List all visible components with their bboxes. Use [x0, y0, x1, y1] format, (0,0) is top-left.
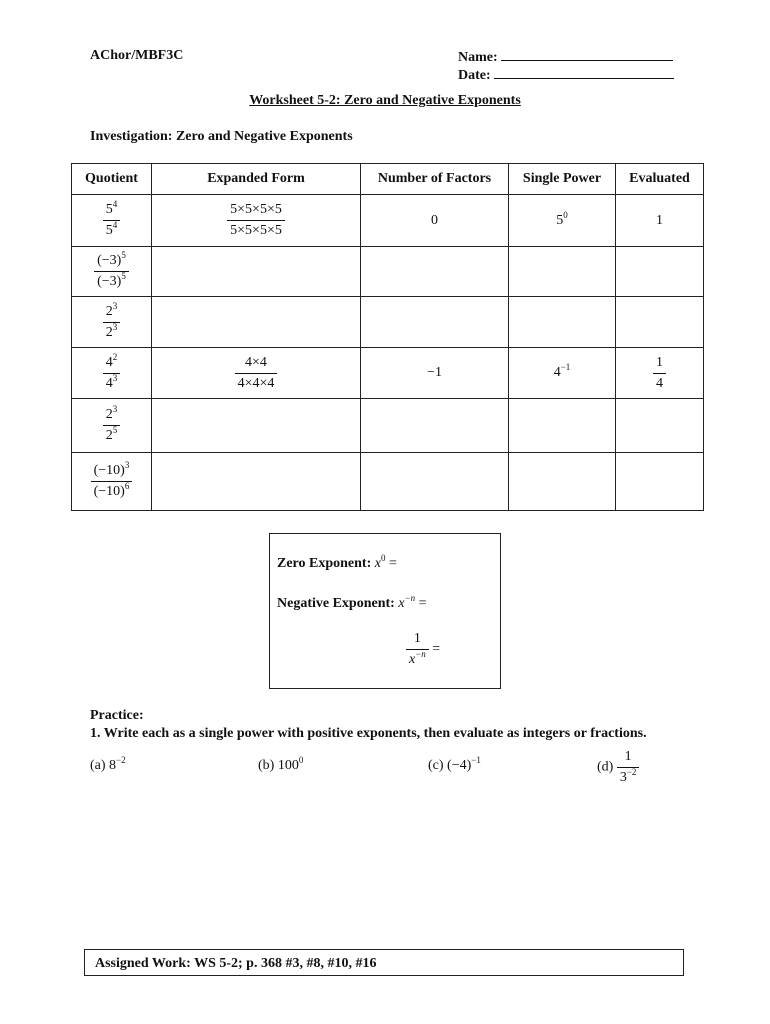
table-row [72, 348, 704, 399]
name-field [458, 48, 673, 66]
quotient-cell: $\frac{2^3}{2^5}$ [72, 399, 152, 453]
expanded-form-cell [152, 453, 361, 511]
quotient-cell: $\frac{(-10)^3}{(-10)^6}$ [72, 453, 152, 511]
reciprocal-fraction [406, 630, 429, 669]
quotient-cell: $\frac{(-3)^5}{(-3)^5}$ [72, 247, 152, 297]
number-of-factors-cell [361, 453, 509, 511]
number-of-factors-cell [361, 297, 509, 348]
worksheet-title-text: Worksheet 5-2: Zero and Negative Exponents [249, 93, 521, 108]
negative-exponent-label: Negative Exponent: [277, 596, 395, 611]
date-field [458, 66, 674, 84]
number-of-factors-cell: 0 [361, 195, 509, 247]
quotient-cell: $\frac{5^4}{5^4}$ [72, 195, 152, 247]
single-power-cell [509, 247, 616, 297]
number-of-factors-cell [361, 399, 509, 453]
single-power-cell [509, 453, 616, 511]
evaluated-cell [616, 399, 704, 453]
date-blank [494, 66, 674, 79]
evaluated-cell [616, 297, 704, 348]
reciprocal-denominator: $x^{-n}$ [409, 649, 426, 667]
zero-exponent-label: Zero Exponent: [277, 556, 372, 571]
zero-exp: 0 [380, 553, 386, 563]
part-d: (d) $\frac{1}{3^{-2}}$ [597, 748, 639, 787]
quotient-cell: $\frac{2^3}{2^3}$ [72, 297, 152, 348]
investigation-label: Investigation: Zero and Negative Exponents [90, 129, 353, 144]
header-single-power: Single Power [509, 164, 616, 195]
single-power-cell: $4^{-1}$ [509, 348, 616, 399]
reciprocal-equals: = [432, 641, 441, 657]
number-of-factors-cell: −1 [361, 348, 509, 399]
header-quotient: Quotient [72, 164, 152, 195]
evaluated-cell: 1 [616, 195, 704, 247]
header-evaluated: Evaluated [616, 164, 704, 195]
table-row [72, 297, 704, 348]
neg-exp: −n [404, 593, 416, 603]
assigned-work-box: Assigned Work: WS 5-2; p. 368 #3, #8, #10, #16 [84, 949, 684, 976]
negative-exponent-rule [277, 593, 427, 612]
reciprocal-rule [406, 630, 440, 669]
question-1: 1. Write each as a single power with positive exponents, then evaluate as integers or fractions. [90, 726, 647, 741]
expanded-form-cell [152, 297, 361, 348]
neg-base: x [398, 596, 405, 611]
exponent-rules-box [269, 533, 501, 689]
single-power-cell [509, 399, 616, 453]
evaluated-cell [616, 247, 704, 297]
part-b: (b) $100^0$ [258, 755, 304, 773]
quotient-cell: $\frac{4^2}{4^3}$ [72, 348, 152, 399]
expanded-form-cell: $\frac{4\times 4}{4\times 4\times 4}$ [152, 348, 361, 399]
neg-equals: = [418, 596, 427, 611]
single-power-cell: $5^0$ [509, 195, 616, 247]
worksheet-title [0, 93, 770, 109]
name-blank [501, 48, 673, 61]
name-label: Name: [458, 50, 498, 65]
evaluated-cell: $\frac{1}{4}$ [616, 348, 704, 399]
table-row [72, 247, 704, 297]
part-c: (c) $(-4)^{-1}$ [428, 755, 481, 773]
zero-base: x [374, 556, 381, 571]
number-of-factors-cell [361, 247, 509, 297]
table-header-row [72, 164, 704, 195]
expanded-form-cell: $\frac{5\times 5\times 5\times 5}{5\times 5\times 5\times 5}$ [152, 195, 361, 247]
header-number-of-factors: Number of Factors [361, 164, 509, 195]
evaluated-cell [616, 453, 704, 511]
part-a: (a) $8^{-2}$ [90, 755, 126, 773]
date-label: Date: [458, 68, 491, 83]
expanded-form-cell [152, 247, 361, 297]
table-row [72, 195, 704, 247]
table-row [72, 399, 704, 453]
expanded-form-cell [152, 399, 361, 453]
reciprocal-numerator: 1 [413, 631, 421, 646]
zero-exponent-rule [277, 553, 397, 572]
practice-label: Practice: [90, 708, 144, 723]
header-expanded-form: Expanded Form [152, 164, 361, 195]
table-row [72, 453, 704, 511]
course-code: AChor/MBF3C [90, 48, 184, 63]
part-d-fraction: $\frac{1}{3^{-2}}$ [617, 748, 640, 787]
investigation-table [71, 163, 704, 511]
single-power-cell [509, 297, 616, 348]
zero-equals: = [388, 556, 397, 571]
